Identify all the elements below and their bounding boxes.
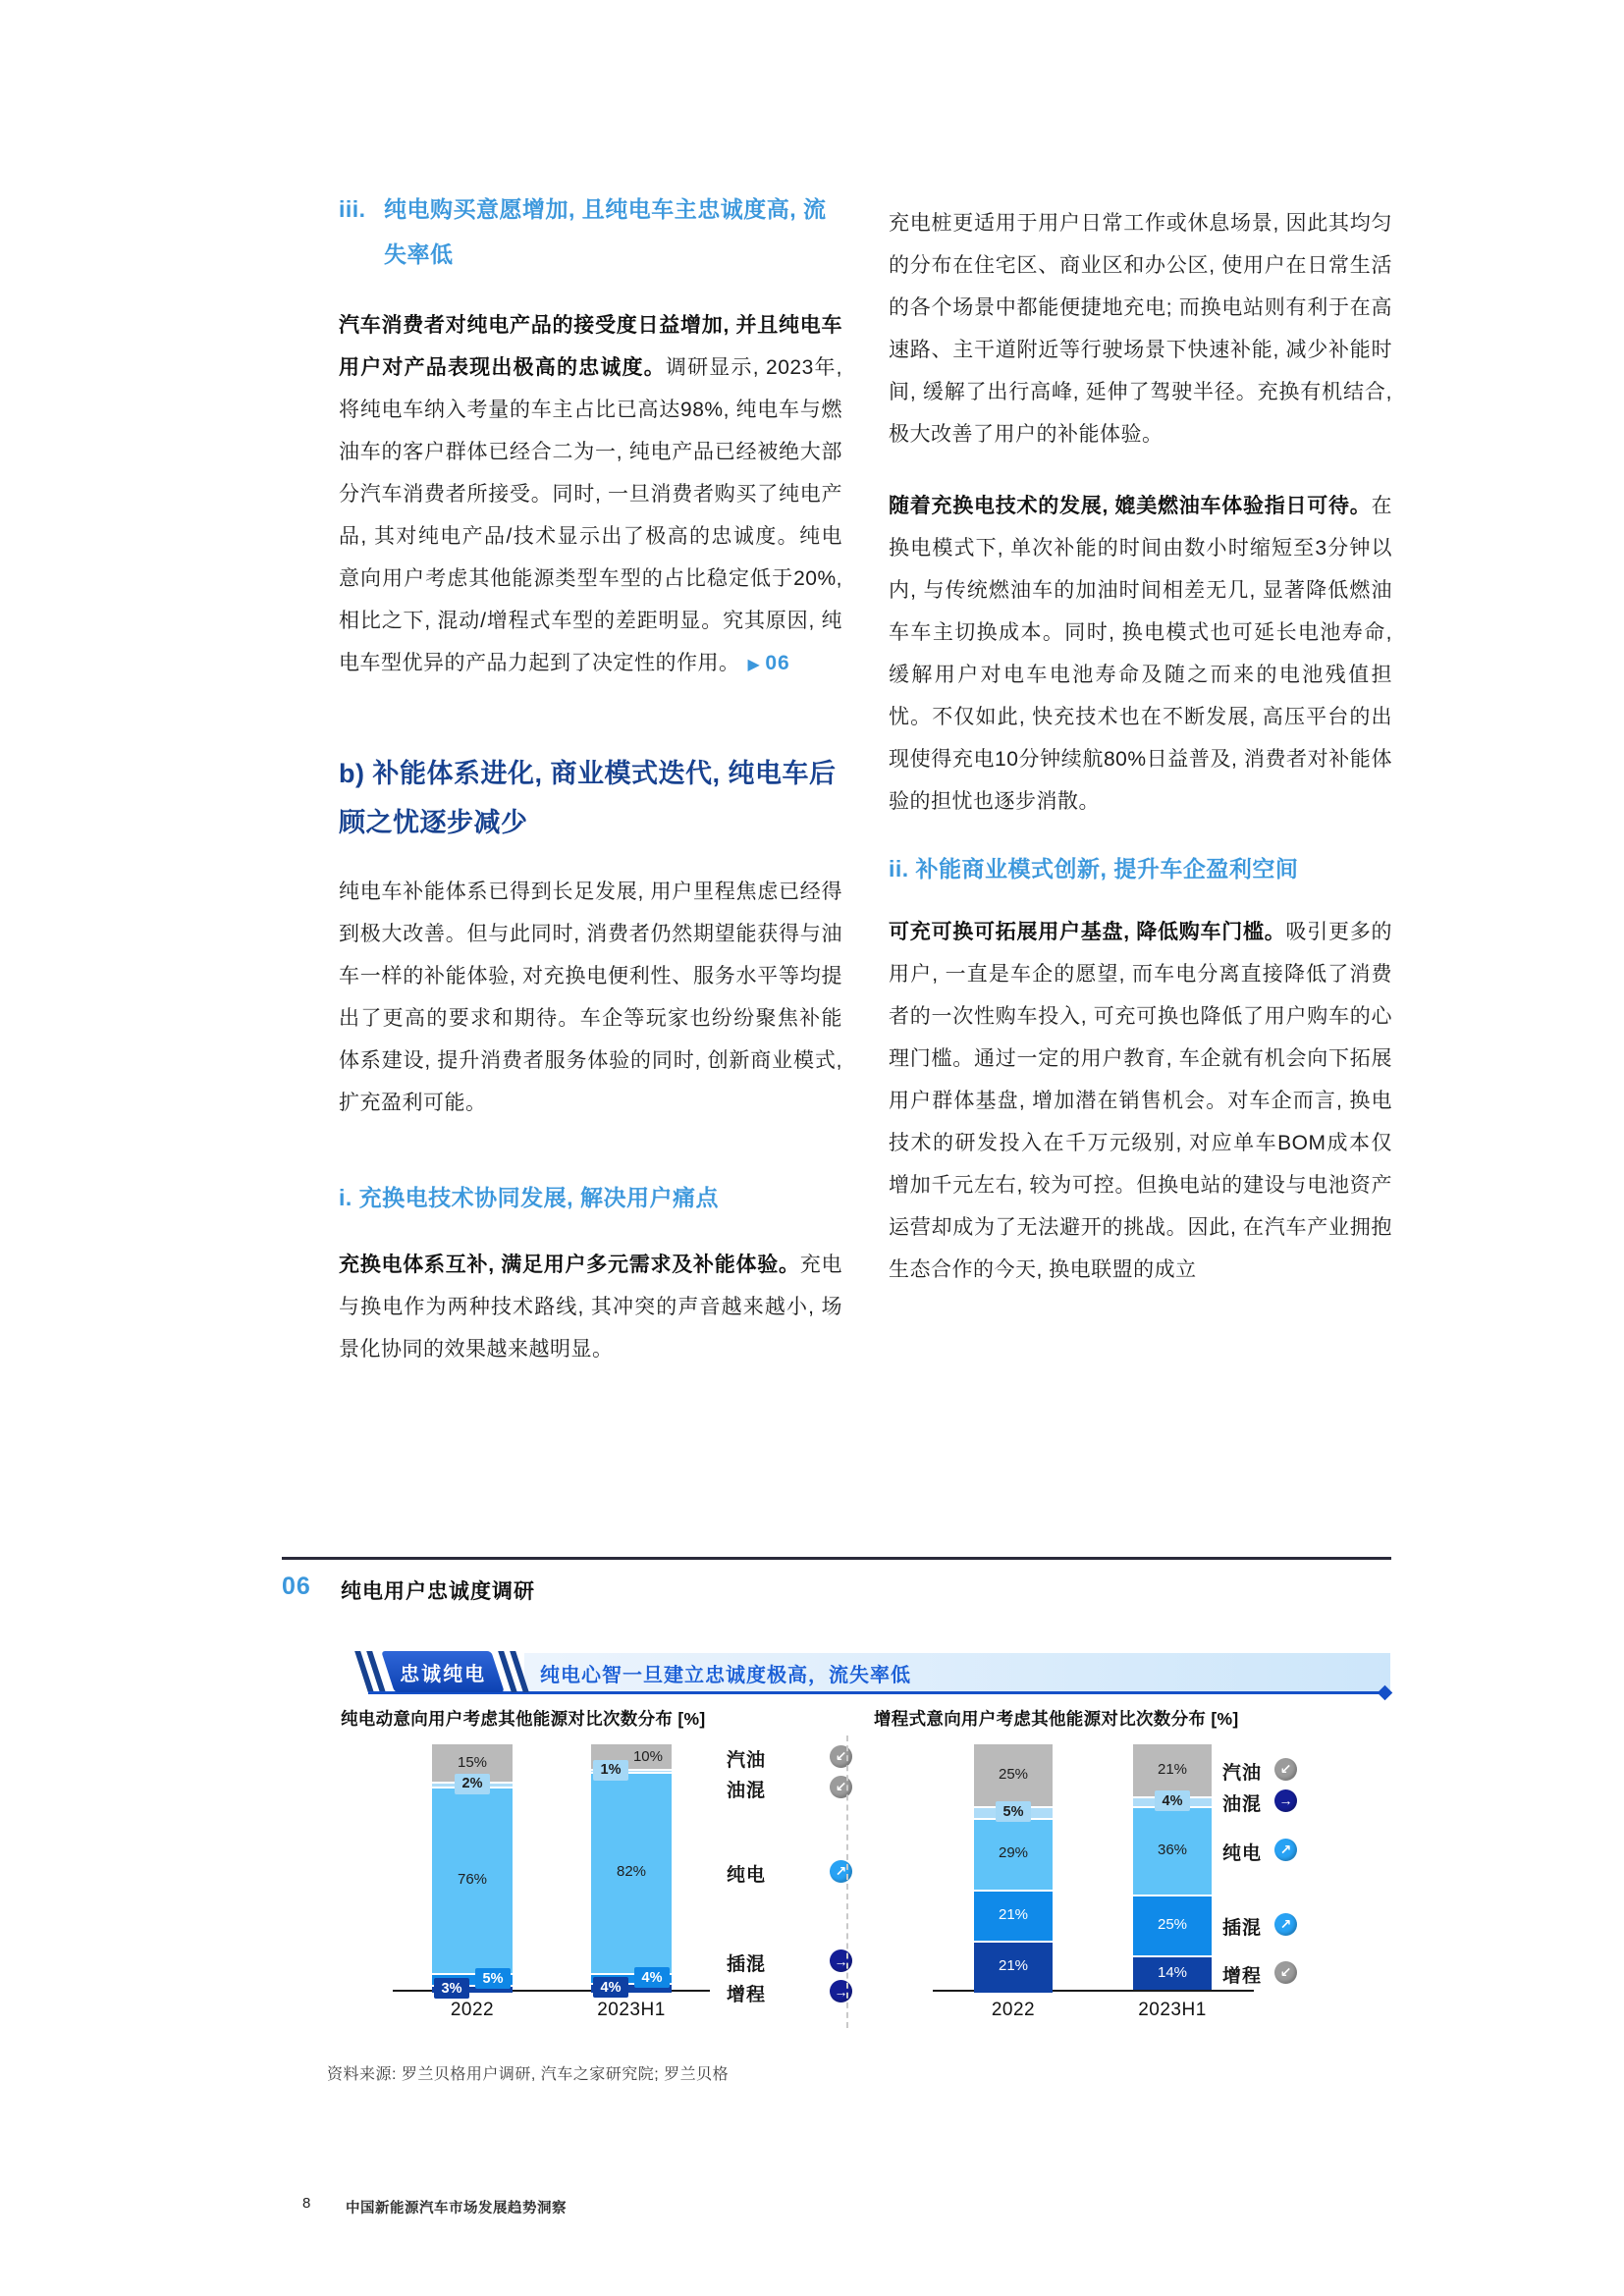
paragraph-lead: 汽车消费者对纯电产品的接受度日益增加, 并且纯电车用户对产品表现出极高的忠诚度。	[339, 314, 842, 379]
legend-label: 纯电	[1222, 1842, 1263, 1864]
legend-label: 纯电	[727, 1865, 767, 1886]
bar-segment-label: 4%	[593, 1977, 628, 1998]
paragraph	[339, 304, 842, 686]
bar-segment-label: 14%	[1157, 1963, 1188, 1981]
figure-title: 纯电用户忠诚度调研	[341, 1580, 535, 1603]
x-axis-label: 2023H1	[1138, 2000, 1207, 2020]
badge-label: 忠诚纯电	[400, 1663, 486, 1685]
bar-segment-label: 76%	[457, 1870, 488, 1888]
paragraph-text: 调研显示, 2023年, 将纯电车纳入考量的车主占比已高达98%, 纯电车与燃油车的客户群体已经合二为一, 纯电产品已经被绝大部分汽车消费者所接受。同时, 一旦消费者购买了纯电产品, 其对纯电产品/技术显示出了极高的忠诚度。纯电意向用户考虑其他能源类型车型的占比稳定低于20%, 相比之下, 混动/增程式车型的差距明显。究其原因, 纯电车型优异的产品力起到了决定性的作用。	[339, 356, 842, 674]
x-axis-label: 2023H1	[597, 2000, 666, 2020]
bar-segment-label: 21%	[998, 1905, 1029, 1923]
figure-number: 06	[282, 1573, 311, 1600]
figure-ref-number: 06	[765, 652, 790, 674]
legend-label: 增程	[727, 1985, 767, 2005]
bar-segment-label: 25%	[998, 1766, 1029, 1784]
trend-right-icon: →	[830, 1980, 852, 2002]
trend-up-icon: ↗	[1274, 1913, 1297, 1936]
bar-segment-label: 21%	[1157, 1761, 1188, 1779]
heading-number: iii.	[339, 196, 366, 222]
stacked-bar-chart-bev	[342, 1744, 892, 2039]
figure-ref	[740, 652, 790, 674]
bar-segment-label: 29%	[998, 1844, 1029, 1862]
bar-segment-label: 2%	[455, 1774, 490, 1794]
bar-segment-label: 5%	[996, 1801, 1031, 1822]
bar-segment-label: 21%	[998, 1957, 1029, 1975]
chart-subtitle-bev: 纯电动意向用户考虑其他能源对比次数分布 [%]	[341, 1709, 706, 1729]
chart-separator	[846, 1735, 848, 2028]
paragraph	[889, 485, 1392, 823]
trend-down-icon: ↙	[830, 1776, 852, 1798]
bar-segment-label: 10%	[632, 1747, 663, 1765]
paragraph	[889, 911, 1392, 1291]
section-heading-iii	[339, 187, 842, 277]
legend-label: 油混	[1222, 1793, 1263, 1815]
loyalty-badge	[381, 1651, 505, 1692]
legend-label: 插混	[1222, 1917, 1263, 1939]
paragraph	[339, 1244, 842, 1370]
right-column	[889, 187, 1392, 1291]
trend-up-icon: ↗	[830, 1860, 852, 1883]
legend-label: 汽油	[727, 1749, 767, 1771]
section-heading-b: b) 补能体系进化, 商业模式迭代, 纯电车后顾之忧逐步减少	[339, 759, 837, 837]
source-note: 资料来源: 罗兰贝格用户调研, 汽车之家研究院; 罗兰贝格	[327, 2066, 730, 2083]
section-heading-i: i. 充换电技术协同发展, 解决用户痛点	[339, 1185, 719, 1210]
legend-label: 增程	[1222, 1965, 1263, 1987]
trend-down-icon: ↙	[1274, 1758, 1297, 1781]
paragraph-lead: 随着充换电技术的发展, 媲美燃油车体验指日可待。	[889, 495, 1372, 517]
bar-segment-label: 4%	[634, 1967, 670, 1988]
bar-segment-label: 5%	[475, 1968, 511, 1989]
paragraph: 纯电车补能体系已得到长足发展, 用户里程焦虑已经得到极大改善。但与此同时, 消费者仍然期望能获得与油车一样的补能体验, 对充换电便利性、服务水平等均提出了更高的要求和期待。车企等玩家也纷纷聚焦补能体系建设, 提升消费者服务体验的同时, 创新商业模式, 扩充盈利可能。	[339, 881, 842, 1114]
figure-banner	[524, 1653, 1390, 1692]
triangle-icon: ▶	[747, 657, 761, 673]
trend-up-icon: ↗	[1274, 1839, 1297, 1861]
chart-subtitle-erev: 增程式意向用户考虑其他能源对比次数分布 [%]	[874, 1709, 1239, 1729]
paragraph: 充电桩更适用于用户日常工作或休息场景, 因此其均匀的分布在住宅区、商业区和办公区, 使用户在日常生活的各个场景中都能便捷地充电; 而换电站则有利于在高速路、主干道附近等行驶场景下快速补能, 减少补能时间, 缓解了出行高峰, 延伸了驾驶半径。充换有机结合, 极大改善了用户的补能体验。	[889, 212, 1392, 446]
left-column	[339, 187, 842, 1370]
x-axis-label: 2022	[450, 2000, 495, 2020]
x-axis-label: 2022	[991, 2000, 1036, 2020]
banner-text: 纯电心智一旦建立忠诚度极高，流失率低	[540, 1664, 911, 1686]
bar-segment-label: 36%	[1157, 1841, 1188, 1858]
trend-down-icon: ↙	[1274, 1961, 1297, 1984]
paragraph-text: 吸引更多的用户, 一直是车企的愿望, 而车电分离直接降低了消费者的一次性购车投入, 可充可换也降低了用户购车的心理门槛。通过一定的用户教育, 车企就有机会向下拓展用户群体基盘, 增加潜在销售机会。对车企而言, 换电技术的研发投入在千万元级别, 对应单车BOM成本仅增加千元左右, 较为可控。但换电站的建设与电池资产运营却成为了无法避开的挑战。因此, 在汽车产业拥抱生态合作的今天, 换电联盟的成立	[889, 921, 1392, 1281]
paragraph-text: 充电与换电作为两种技术路线, 其冲突的声音越来越小, 场景化协同的效果越来越明显。	[339, 1254, 843, 1361]
banner-arrow-line	[368, 1691, 1385, 1694]
bar-segment-label: 82%	[616, 1863, 647, 1880]
legend-label: 汽油	[1222, 1763, 1263, 1785]
paragraph-lead: 可充可换可拓展用户基盘, 降低购车门槛。	[889, 921, 1286, 943]
bar-segment-label: 4%	[1155, 1790, 1190, 1811]
figure-divider-rule	[282, 1557, 1391, 1560]
trend-right-icon: →	[830, 1949, 852, 1972]
stacked-bar-chart-erev	[874, 1744, 1424, 2039]
heading-text: 纯电购买意愿增加, 且纯电车主忠诚度高, 流失率低	[384, 196, 827, 267]
legend-label: 油混	[727, 1780, 767, 1801]
trend-down-icon: ↙	[830, 1745, 852, 1768]
legend-label: 插混	[727, 1954, 767, 1975]
footer-doc-title: 中国新能源汽车市场发展趋势洞察	[346, 2201, 567, 2216]
bar-segment-label: 3%	[434, 1978, 469, 1999]
bar-segment-label: 25%	[1157, 1915, 1188, 1933]
page-number: 8	[302, 2195, 311, 2212]
bar-segment-label: 1%	[593, 1760, 628, 1781]
section-heading-ii: ii. 补能商业模式创新, 提升车企盈利空间	[889, 856, 1299, 881]
paragraph-lead: 充换电体系互补, 满足用户多元需求及补能体验。	[339, 1254, 800, 1276]
bar-segment-label: 15%	[457, 1753, 488, 1771]
trend-right-icon: →	[1274, 1789, 1297, 1812]
paragraph-text: 在换电模式下, 单次补能的时间由数小时缩短至3分钟以内, 与传统燃油车的加油时间相差无几, 显著降低燃油车车主切换成本。同时, 换电模式也可延长电池寿命, 缓解用户对电车电池寿命及随之而来的电池残值担忧。不仅如此, 快充技术也在不断发展, 高压平台的出现使得充电10分钟续航80%日益普及, 消费者对补能体验的担忧也逐步消散。	[889, 495, 1392, 813]
